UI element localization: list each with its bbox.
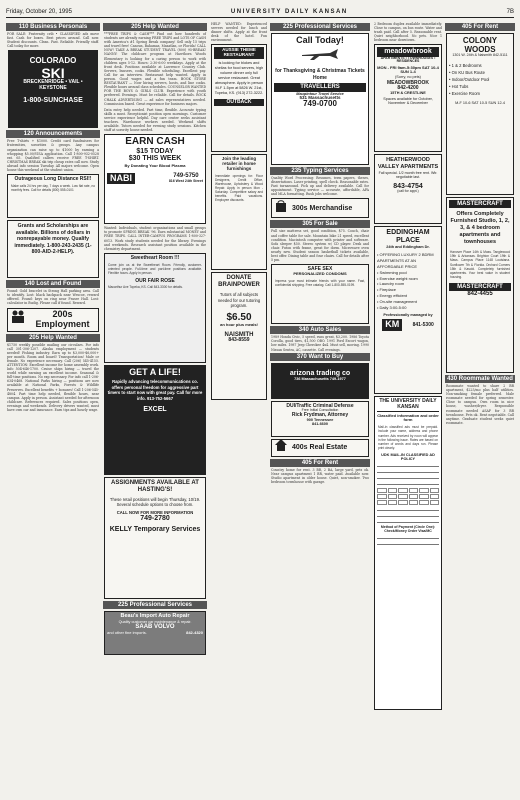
colony-feature: • Exercise Room — [449, 90, 481, 96]
donate-ad: DONATE BRAINPOWER Tutors of all subjects needed for our tutoring program. $6.50 an hour plus meals! NAISMITH 843-8559 — [211, 272, 267, 400]
business-ads: FOR SALE: Fraternity crib • CLASSIFIED ads move fast. Cash for boxes. Best prices around. Call now. Student discounts. Clean. Fast. Reliable. Friendly staff. Call today for more. — [7, 32, 99, 49]
nabi-logo: NABI — [107, 173, 135, 184]
section-want-buy: 370 Want to Buy — [270, 353, 370, 361]
house-icon — [274, 438, 288, 457]
section-help-wanted-1: 205 Help Wanted — [6, 334, 100, 342]
eddingham-feature: • Swimming pool — [377, 269, 407, 275]
masthead: UNIVERSITY DAILY KANSAN — [230, 8, 348, 15]
call-today-ad: Call Today! for Thanksgiving & Christmas Tickets Home TRAVELLERS Maupintour Travel Service 531 Massachusetts 749-0700 — [271, 33, 369, 165]
section-rent-1: 405 For Rent — [270, 459, 370, 467]
colony-feature: • Indoor/Outdoor Pool — [449, 76, 490, 82]
typing-text: Quality Word Processing: Resumes, term papers, theses, dissertations. Laser printing, spell check. Reasonable rates. Fast turnaround. Pick up and delivery available. Call for appointment. Typing service — accurate, affordable, APA and MLA formatting. Rush jobs welcome. — [271, 176, 369, 197]
page-header — [6, 6, 514, 18]
colony-feature: • On KU Bus Route — [449, 69, 485, 75]
help-wanted-text-1: $1750 weekly possible mailing our circulars. For info call 301-306-1207. Alaska employment — students needed! Fishing industry. Earn up to $3,000-$6,000+ per month. Room and board! Transportation! Male or female. No experience necessary. Call (206) 545-4155. ATTENTION: Excellent income for home assembly work. Info 504-646-1700. Cruise ships hiring — travel the world while earning an excellent income. Seasonal & full-time positions. No exp necessary. For info call 1-206-634-0468. National Parks hiring — positions are now available at National Parks, Forests & Wildlife Preserves. Excellent benefits + bonuses! Call 1-206-545-4804. Part time help needed, flexible hours, near campus. Apply in person. Assistant needed for afternoon childcare. References required. Sales positions open, evenings and weekends. Delivery drivers wanted, must have own car and insurance. Earn tips and hourly wage. — [7, 342, 99, 412]
eddingham-feature: • Exercise weight room — [377, 275, 418, 281]
hastings-ad: ASSIGNMENTS AVAILABLE AT HASTING'S! These retail positions will begin Thursday, 10/19. Several schedule options to choose from. CALL NOW FOR MORE INFORMATION 749-2780 KELLY Temporary Services — [104, 477, 206, 599]
section-lost-found: 140 Lost and Found — [6, 280, 100, 288]
eddingham-ad: EDDINGHAM PLACE 24th and Eddingham Dr. • OFFERING LUXURY 2 BDRM APARTMENTS AT AN AFFORDABLE PRICE • Swimming pool • Exercise weight room • Laundry room • Fireplace • Energy efficient • On-site management • Daily 3:00-5:00 Professionally managed by KM 841-5300 — [374, 226, 442, 394]
help-wanted-text-2: ***FREE TRIPS & CASH*** Find out how hundreds of students are already earning FREE TRIPS and LOTS OF CASH with America's #1 Spring Break company! Sell only 15 trips and travel free! Cancun, Bahamas, Mazatlan, or Florida! CALL NOW! TAKE A BREAK STUDENT TRAVEL (800) 95-BREAK! NANNY: The childcare program at Hawthorn Woods Elementary is looking for a caring person to work with children ages 5-12. Hours: 2:30-6:00 weekdays. Apply at the front desk. Positions available at Lawrence Country Club. Servers, bussers, cooks. Flexible scheduling. Excellent pay. Call for an interview. Restaurant help wanted. Apply in person. Good wages and a fun team. BOOK STORE RESTAURANT — Now hiring servers, hosts, and line cooks. Flexible hours around class schedules. COUNSELOR WANTED FOR THE BOYS & GIRLS CLUB. Experience with youth preferred. Evenings. Must be reliable. Call for details. ROCK CHALK ADVERTISING — ad sales representatives needed. Commission based. Great experience for business majors. — [104, 32, 207, 106]
column-4 — [270, 22, 370, 796]
section-roommate: 430 Roommate Wanted — [445, 375, 515, 383]
col5-text-1: 2 Bedroom duplex available immediately. Close to campus, on bus route. Water and trash paid. Call after 5. Reasonable rent. Quiet neighborhood. No pets. Nice 1 bedroom near downtown. — [374, 22, 442, 43]
eddingham-feature: • Laundry room — [377, 281, 405, 287]
get-a-life-ad: GET A LIFE! Rapidly advancing telecommunications co. offers personal freedom for aggressive part timers to start now with great pay. Call for more info. 913-752-5667 EXCEL — [104, 365, 206, 475]
section-typing: 235 Typing Services — [270, 167, 370, 175]
roommate-text: Roommate wanted to share 2 BR apartment, $225/mo plus half utilities. Non-smoking female preferred. Male roommate needed for spring semester. Close to campus. Own room in nice house, washer/dryer. Responsible roommate needed ASAP for 3 BR townhouse. Pets ok. Rent negotiable. Call anytime. Graduate student seeks quiet roommate. — [446, 384, 514, 425]
sweetheart-ad: Sweetheart Room !!! Come join us at the Sweetheart Room. Friendly, customer-oriented people. Full-time and part-time positions available. Flexible hours. Apply in person. OUR FAIR ROSE Macarthur Ave Topeka, KS. Call 843-3300 for details. — [104, 253, 206, 363]
kansan-order-form: THE UNIVERSITY DAILY KANSAN Classified information and order form Mail-in classified ads must be prepaid. Include your name, address and phone number. Ads received by noon will appear in the following issue. Rates are based on number of words and days run. Please print clearly. UDK MAIL-IN CLASSIFIED AD POLICY Method of Payment (Circle One): Check/Money Order Visa/MC — [374, 396, 442, 710]
ranch-house-ad: Join the leading retailer in home furnishings Immediate openings for: Floor Designers, Credit Office, Warehouse, Upholstery & Wood Repair. Apply in person Mon - Saturday. Competitive salary and benefits. Paid vacations. Employee discounts. — [211, 154, 267, 270]
people-icon — [10, 310, 26, 329]
for-sale-text: Full size mattress set, good condition, $75. Couch, chair and coffee table for sale. Mountain bike 21 speed, excellent condition. Macintosh computer with printer and software. Sofa sleeper $50. Stereo system w/ CD player. Desk and chair. Futon with frame, great for dorm. Microwave oven nearly new. Student season basketball tickets available, best offer. Dining table and four chairs. Call for details after 5 pm. — [271, 229, 369, 263]
colony-feature: • 1 & 2 Bedrooms — [449, 62, 482, 68]
section-rent-2: 405 For Rent — [445, 23, 515, 31]
column-1 — [6, 22, 100, 796]
column-5 — [373, 22, 443, 796]
section-autos: 340 Auto Sales — [270, 326, 370, 334]
section-business: 110 Business Personals — [6, 23, 100, 31]
beaus-auto-ad: Beau's Import Auto Repair Quality customer car maintenance & repair. SAAB VOLVO and other fine imports. 842-4320 — [104, 611, 206, 655]
aussie-ad: AUSSIE THEME RESTAURANT is looking for blokes and sheilas for food servers, high volume dinner only full service restaurant. Great atmosphere. Apply in person M-F 1-5pm at 5826 W. 21st, Topeka, KS. (913) 272-3222. OUTBACK — [211, 44, 267, 152]
mastercraft-ad: MASTERCRAFT Offers Completely Furnished Studio, 1, 2, 3, & 4 bedroom apartments and townhouses Hanover Place 14th & Mass. Tanglewood 19th & Arkansas. Brighton Court 19th & Mass. Campus Place 1148 Louisiana. Sunflower 7th & Florida. Orchard Corners 15th & Kasold. Completely furnished apartments. Your best value in student housing. MASTERCRAFT 842-4455 — [446, 197, 514, 373]
outrageous-ad: Outrageous Long Distance RSI!! Make calls 24 hrs per day, 7 days a week. Low flat rate, no monthly fees. Call for details (800) 555-0101 — [7, 174, 99, 218]
traffic-ad: DUI/Traffic Criminal Defense Free Initial Consultation Rick Frydman, Attorney 900 Tennessee 841-6600 — [271, 401, 369, 437]
section-announcements: 120 Announcements — [6, 130, 100, 138]
page-number: 7B — [506, 8, 514, 15]
eddingham-features — [377, 252, 439, 310]
eddingham-feature: • On-site management — [377, 298, 417, 304]
merchandise-banner: 300s Merchandise — [271, 198, 369, 218]
real-estate-banner: 400s Real Estate — [271, 439, 369, 457]
col3-text-1: HELP WANTED: Experienced servers needed for lunch and dinner shifts. Apply at the front desk of the hotel. Fun environment. — [211, 22, 267, 43]
meadowbrook-ad: meadowbrook APARTMENTS • TOWNHOUSES • RESIDENCES MON - FRI 9am-5:30pm SAT 10-4 SUN 1-4 (Sorry, no pets) MEADOWBROOK 842-4200 15TH & CRESTLINE Spaces available for October, November & December — [374, 44, 442, 152]
eddingham-feature: • Daily 3:00-5:00 — [377, 304, 407, 310]
heatherwood-ad: HEATHERWOOD VALLEY APARTMENTS Fall special. 1/2 month free rent. Wtr. negotiable last. 843-4754 (call for appt.) — [374, 154, 442, 224]
colony-feature: • Hot Tubs — [449, 83, 469, 89]
section-help-wanted-2: 205 Help Wanted — [103, 23, 207, 31]
help-wanted-text-4: Wanted: Individuals, student organizations and small groups to promote SPRING BREAK '96. Earn substantial MONEY and FREE TRIPS. CALL INTER-CAMPUS PROGRAMS 1-800-327-6013. Work study students needed for the library. Evenings and weekends. Research assistant position available in the chemistry department. — [104, 226, 206, 251]
safe-sex-ad: SAFE SEX PERSONALIZED CONDOMS Impress your most intimate friends with your name. Fast, confidential shipping. Free catalog. Call 1-800-555-0199. — [271, 264, 369, 324]
grants-ad: Grants and Scholarships are available. Billions of dollars in nonrepayable money. Qualify immediately. 1-800-243-2435 (1-800-AID-2-HELP). — [7, 220, 99, 278]
colony-features — [449, 62, 511, 97]
earn-cash-ad: EARN CASH $15 TODAY $30 THIS WEEK By Donating Your Blood Plasma NABI 749-5750 816 West 24th Street — [104, 134, 206, 224]
arizona-trading-ad: arizona trading co 736 Massachusetts 749-1977 — [271, 363, 369, 399]
eddingham-feature: • OFFERING LUXURY 2 BDRM APARTMENTS AT AN AFFORDABLE PRICE — [377, 252, 434, 270]
airplane-icon — [274, 47, 366, 66]
lost-found-text: Found: Gold bracelet in Strong Hall parking area. Call to identify. Lost: black backpack near Wescoe, reward offered. Found: keys on ring near Fraser Hall. Lost: calculator in Budig. Please call if found. Reward. — [7, 289, 99, 306]
column-6 — [445, 22, 515, 796]
section-sale: 305 For Sale — [270, 220, 370, 228]
km-logo: KM — [382, 319, 402, 330]
bag-icon — [274, 199, 288, 218]
section-prof-services-1: 225 Professional Services — [103, 601, 207, 609]
rent-text-1: Country home for rent. 3 BR, 2 BA, large yard, pets ok. Near campus apartment 1 BR, water paid. Available now. Studio apartment in older house. Quiet, non-smoker. Two bedroom townhouse with garage. — [271, 467, 369, 484]
column-2 — [103, 22, 207, 796]
colony-woods-ad: COLONY WOODS 1301 W. 24th & Naismith 842-5111 • 1 & 2 Bedrooms • On KU Bus Route • Indoor/Outdoor Pool • Hot Tubs • Exercise Room M-F 10-6 SAT 10-5 SUN 12-4 — [446, 33, 514, 195]
order-form-fields: Method of Payment (Circle One): Check/Money Order Visa/MC — [377, 462, 439, 545]
help-wanted-text-3: Data entry help needed. Part time, flexible. Accurate typing skills a must. Receptionist position open mornings. Customer service experience helpful. Day care center seeks assistant teachers. Warehouse workers needed. Weekend shifts available. Tutors needed for evening study sessions. Kitchen staff at sorority house needed. — [104, 107, 206, 133]
column-3 — [210, 22, 268, 796]
autos-text: 1989 Honda Civic, 5 speed, runs great, $3,200. 1986 Toyota Corolla, good tires, $1,500 OBO. 1991 Ford Escort wagon, low miles. 1987 Jeep Cherokee 4x4. Must sell, moving. 1990 Nissan Sentra, AC, cassette. Call evenings. — [271, 335, 369, 352]
header-date: Friday, October 20, 1995 — [6, 8, 72, 15]
employment-banner: 200s Employment — [7, 308, 99, 332]
eddingham-feature: • Energy efficient — [377, 293, 408, 299]
section-prof-services-2: 225 Professional Services — [270, 23, 370, 31]
eddingham-feature: • Fireplace — [377, 287, 396, 293]
colorado-ski-ad: COLORADO SKI BRECKENRIDGE • VAIL • KEYSTONE 1-800-SUNCHASE — [8, 50, 98, 128]
announcement-text: Free T-shirts + $1000. Credit card fundraisers for fraternities, sororities & groups. Any campus organization can raise up to $1000 by earning a whopping $5.00/VISA application. Call 1-800-932-0528 ext. 65. Qualified callers receive FREE T-SHIRT. CHRISTMAS BREAK ski trip cheap rates call now. Study abroad info session Tuesday. All majors welcome. Open house this weekend at the student union. — [7, 139, 99, 173]
